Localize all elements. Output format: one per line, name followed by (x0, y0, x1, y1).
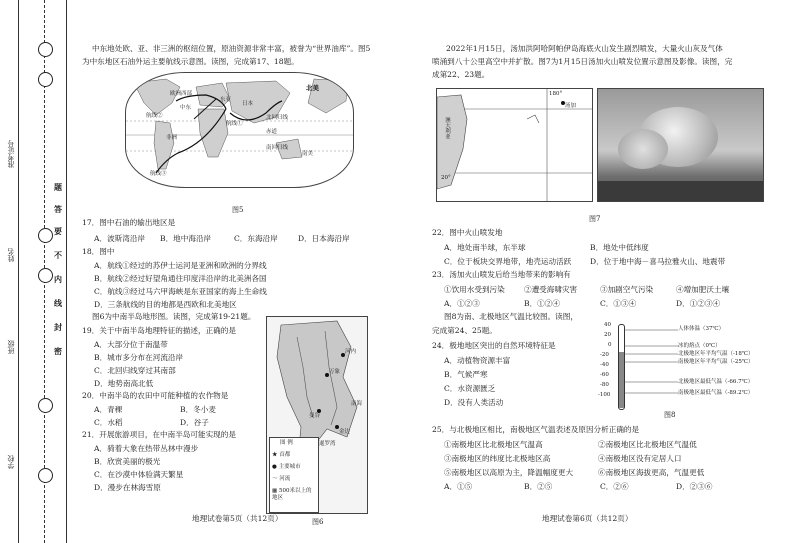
annotation-ice-melting: 冰的熔点（0℃） (678, 343, 721, 349)
map-label-vientiane: 万象 (329, 369, 341, 375)
q25-option-b[interactable]: B．②⑤ (524, 482, 553, 491)
q19-option-d[interactable]: D．地势南高北低 (94, 379, 154, 388)
q23-option-a[interactable]: A．①②③ (444, 299, 480, 308)
q17-option-a[interactable]: A．波斯湾沿岸 (94, 234, 146, 243)
q19-option-b[interactable]: B．城市多分布在河流沿岸 (94, 353, 184, 362)
seal-char: 封 (54, 322, 62, 332)
map-label-east-asia: 东亚 (220, 97, 232, 103)
q21-option-d[interactable]: D．漫步在林海雪原 (94, 483, 161, 492)
q25-option-c[interactable]: C．②⑥ (600, 482, 629, 491)
annotation-leaders (624, 322, 678, 410)
annotation-antarctic-min: 南极地区最低气温（-89.2℃） (678, 390, 754, 396)
binding-strip (0, 0, 72, 543)
page-footer-left: 地理试卷第5页（共12页） (192, 514, 283, 523)
q19-option-a[interactable]: A．大部分位于南温带 (94, 340, 168, 349)
map-label-western-europe: 欧洲西部 (170, 91, 193, 97)
intro-line: 喷涌到八十公里高空中并扩散。图7为1月15日汤加火山喷发位置示意图及影像。读图，完 (432, 57, 733, 66)
question-21-stem: 21．开展旅游项目，在中南半岛可能实现的是 (82, 430, 236, 439)
q23-item-1: ①饮用水受到污染 (444, 285, 505, 294)
question-22-stem: 22．图中火山喷发地 (432, 228, 503, 237)
route-3-label: 航线③ (150, 171, 167, 177)
q21-option-c[interactable]: C．在沙漠中体验满天繁星 (94, 470, 184, 479)
q17-option-b[interactable]: B．地中海沿岸 (160, 234, 212, 243)
annotation-antarctic-avg: 南极地区年平均气温（-25℃） (678, 359, 754, 365)
seal-char: 内 (54, 274, 62, 284)
figure-6-map (266, 316, 368, 514)
tick-0: 0 (608, 342, 612, 348)
seal-char: 线 (54, 298, 62, 308)
figure-6-caption: 图6 (312, 518, 324, 526)
binding-hole (38, 468, 53, 483)
ash-plume (618, 129, 668, 169)
map-label-south-china-sea: 南海 (351, 401, 363, 407)
q23-item-4: ④增加肥沃土壤 (676, 285, 730, 294)
binding-hole (38, 228, 53, 243)
sea-surface (598, 181, 763, 201)
q25-option-d[interactable]: D．②③⑥ (676, 482, 713, 491)
question-24-stem: 24．极地地区突出的自然环境特征是 (432, 341, 556, 350)
q25-item-4: ④南极地区没有定居人口 (598, 454, 682, 463)
q22-option-d[interactable]: D．位于地中海－喜马拉雅火山、地震带 (590, 257, 726, 266)
intro-line: 成第22、23题。 (432, 70, 490, 79)
map-label-japan: 日本 (242, 101, 254, 107)
q18-option-c[interactable]: C．航线③经过马六甲海峡是东亚国家的海上生命线 (94, 287, 267, 296)
seal-char: 要 (54, 226, 62, 236)
annotation-body-temp: 人体体温（37℃） (678, 326, 725, 332)
q20-option-c[interactable]: C．水稻 (94, 418, 123, 427)
figure-7-map (436, 88, 593, 202)
binding-hole (38, 268, 53, 283)
exam-id-label: 准考证号 (7, 140, 15, 168)
legend-city: ● 主要城市 (272, 464, 301, 470)
binding-line-inner (66, 0, 67, 543)
q25-item-3: ③南极地区的纬度比北极地区高 (444, 454, 551, 463)
tick-minus-60: -60 (600, 372, 609, 378)
tick-minus-80: -80 (600, 382, 609, 388)
q21-option-b[interactable]: B．欣赏美丽的极光 (94, 457, 161, 466)
annotation-arctic-avg: 北极地区年平均气温（-18℃） (678, 351, 754, 357)
fig6-legend (269, 437, 319, 513)
map-label-africa: 非洲 (166, 135, 178, 141)
route-1-label: 航线① (226, 121, 243, 127)
intro-line: 2022年1月15日，汤加洪阿哈阿帕伊岛海底火山发生剧烈喷发，大量火山灰及气体 (446, 44, 723, 53)
q18-option-a[interactable]: A．航线①经过的苏伊士运河是亚洲和欧洲的分界线 (94, 261, 267, 270)
map-label-gulf-of-thailand: 暹罗湾 (319, 441, 336, 447)
q24-option-c[interactable]: C．水资源匮乏 (444, 384, 496, 393)
q25-option-a[interactable]: A．①⑤ (444, 482, 473, 491)
q24-option-d[interactable]: D．没有人类活动 (444, 398, 504, 407)
intro-fig8: 完成第24、25题。 (432, 326, 497, 335)
tropic-cancer-label: 北回归线 (266, 115, 289, 121)
intro-fig6: 图6为中南半岛地形图。读图，完成第19-21题。 (92, 312, 256, 321)
map-label-bangkok: 曼谷 (309, 413, 321, 419)
q18-option-d[interactable]: D．三条航线的目的地都是西欧和北美地区 (94, 300, 237, 309)
q24-option-b[interactable]: B．气候严寒 (444, 370, 488, 379)
map-label-middle-east: 中东 (180, 105, 192, 111)
q20-option-a[interactable]: A．青稞 (94, 405, 123, 414)
figure-8-thermometer (598, 322, 768, 410)
binding-line-outer (18, 0, 19, 543)
legend-title: 图 例 (280, 440, 293, 446)
binding-hole (38, 398, 53, 413)
latitude-20-label: 20° (441, 175, 451, 181)
tick-minus-20: -20 (600, 352, 609, 358)
binding-hole (38, 42, 53, 57)
question-25-stem: 25．与北极地区相比，南极地区气温表述及原因分析正确的是 (432, 425, 640, 434)
page-footer-right: 地理试卷第6页（共12页） (542, 514, 633, 523)
q23-option-d[interactable]: D．①②③④ (676, 299, 721, 308)
australia-label: 澳大利亚 (444, 117, 450, 139)
school-label: 学校 (7, 455, 15, 469)
question-18-stem: 18．图中 (82, 247, 115, 256)
legend-capital: ★ 首都 (272, 452, 291, 458)
longitude-180-label: 180° (549, 91, 563, 97)
tick-20: 20 (604, 332, 611, 338)
annotation-arctic-min: 北极地区最低气温（-66.7℃） (678, 379, 754, 385)
figure-8-caption: 图8 (664, 411, 676, 419)
q25-item-5: ⑤南极地区以高原为主，降温幅度更大 (444, 468, 574, 477)
equator-label: 赤道 (266, 129, 278, 135)
legend-river: ～ 河流 (272, 476, 291, 482)
q19-option-c[interactable]: C．北回归线穿过其南部 (94, 366, 176, 375)
q23-item-2: ②遭受海啸灾害 (524, 285, 578, 294)
intro-line: 中东地处欧、亚、非三洲的枢纽位置，原油资源非常丰富，被誉为“世界油库”。图5 (92, 44, 371, 53)
q17-option-c[interactable]: C．东海沿岸 (234, 234, 278, 243)
tick-40: 40 (604, 322, 611, 328)
q25-item-6: ⑥南极地区海拔更高，气温更低 (598, 468, 705, 477)
tick-minus-40: -40 (600, 362, 609, 368)
figure-5-caption: 图5 (232, 206, 244, 214)
name-label: 姓名 (7, 248, 15, 262)
question-23-stem: 23．汤加火山喷发后给当地带来的影响有 (432, 270, 571, 279)
q25-item-2: ②南极地区比北极地区气温低 (598, 440, 697, 449)
figure-5-map (125, 72, 354, 188)
tick-minus-100: -100 (598, 392, 611, 398)
q23-option-b[interactable]: B．①②④ (524, 299, 560, 308)
map-label-hanoi: 河内 (345, 349, 357, 355)
seal-char: 答 (54, 204, 62, 214)
legend-highland: ▦ 500米以上的地区 (272, 488, 312, 501)
q21-option-a[interactable]: A．骑着大象在热带丛林中漫步 (94, 444, 199, 453)
q23-option-c[interactable]: C．①③④ (600, 299, 637, 308)
q22-option-b[interactable]: B．地处中低纬度 (590, 243, 649, 252)
eruption-photo (597, 88, 764, 202)
figure-7-caption: 图7 (589, 215, 601, 223)
q17-option-d[interactable]: D．日本海沿岸 (298, 234, 350, 243)
map-label-phnom-penh: 金边 (339, 429, 351, 435)
tropic-capricorn-label: 南回归线 (266, 145, 289, 151)
class-label: 班级 (7, 340, 15, 354)
q18-option-b[interactable]: B．航线②经过好望角通往印度洋沿岸的北美洲各国 (94, 274, 267, 283)
tonga-label: 汤加 (565, 103, 577, 109)
route-2-label: 航线② (146, 113, 163, 119)
q24-option-a[interactable]: A．动植物资源丰富 (444, 356, 511, 365)
seal-char: 密 (54, 346, 62, 356)
q20-option-b[interactable]: B．冬小麦 (180, 405, 216, 414)
map-label-south-america: 南美 (302, 151, 314, 157)
intro-line: 为中东地区石油外运主要航线示意图。读图，完成第17、18题。 (82, 57, 299, 66)
seal-char: 题 (54, 182, 62, 192)
question-17-stem: 17．图中石油的输出地区是 (82, 218, 176, 227)
q22-option-a[interactable]: A．地处南半球，东半球 (444, 243, 526, 252)
q23-item-3: ③加剧空气污染 (600, 285, 654, 294)
binding-hole (38, 72, 53, 87)
q22-option-c[interactable]: C．位于板块交界地带，地壳运动活跃 (444, 257, 572, 266)
map-label-north-america: 北美 (306, 84, 319, 92)
question-19-stem: 19．关于中南半岛地理特征的描述，正确的是 (82, 326, 236, 335)
question-20-stem: 20．中南半岛的农田中可能种植的农作物是 (82, 391, 229, 400)
q25-item-1: ①南极地区比北极地区气温高 (444, 440, 543, 449)
q20-option-d[interactable]: D．谷子 (180, 418, 209, 427)
intro-fig8: 图8为南、北极地区气温比较图。读图， (444, 312, 578, 321)
seal-char: 不 (54, 250, 62, 260)
